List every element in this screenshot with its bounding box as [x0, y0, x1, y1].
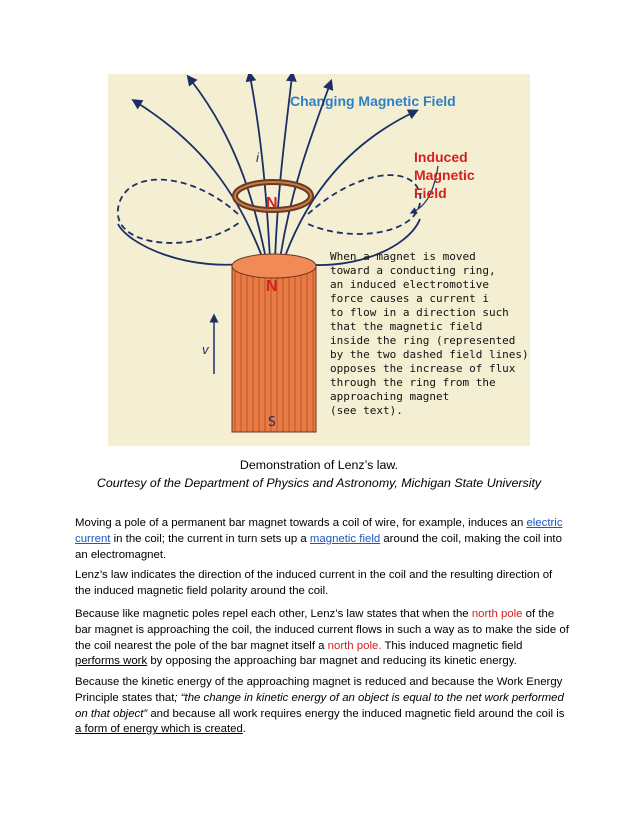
- desc-line: approaching magnet: [330, 390, 450, 403]
- work-energy-quote: ; “the change in kinetic energy of an object is equal to the net work performed on that object”: [75, 691, 564, 720]
- text: by opposing the approaching bar magnet and reducing its kinetic energy.: [147, 655, 517, 668]
- induced-label-line3: Field: [414, 185, 447, 201]
- desc-line: toward a conducting ring,: [330, 264, 496, 277]
- desc-line: (see text).: [330, 404, 403, 417]
- desc-line: When a magnet is moved: [330, 250, 476, 263]
- electric-current-link[interactable]: electric current: [75, 517, 563, 545]
- desc-line: through the ring from the: [330, 376, 496, 389]
- current-label: i: [256, 150, 259, 165]
- figure-title: Changing Magnetic Field: [290, 93, 456, 109]
- desc-line: an induced electromotive: [330, 278, 489, 291]
- text: Because like magnetic poles repel each other, Lenz’s law states that when the: [75, 608, 472, 620]
- text: around the coil, making the coil into an electromagnet.: [75, 532, 562, 561]
- induced-label-line1: Induced: [414, 149, 468, 165]
- desc-line: by the two dashed field lines): [330, 348, 529, 361]
- desc-line: that the magnetic field: [330, 320, 483, 333]
- north-pole-highlight: north pole: [471, 608, 523, 620]
- paragraph-energy: [75, 675, 570, 738]
- text: Moving a pole of a permanent bar magnet towards a coil of wire, for example, induces an: [75, 517, 527, 529]
- energy-created-underline: a form of energy which is created: [75, 723, 243, 736]
- desc-line: to flow in a direction such: [330, 306, 509, 319]
- text: Because the kinetic energy of the approaching magnet is reduced and because the Work Energy Principle states that: [75, 676, 563, 704]
- desc-line: opposes the increase of flux: [330, 362, 516, 375]
- paragraph-lenz-direction: Lenz’s law indicates the direction of the induced current in the coil and the resulting direction of the induced magnetic field polarity around the coil.: [75, 569, 553, 597]
- paragraph-intro: [75, 516, 570, 563]
- north-pole-highlight: north pole.: [327, 639, 382, 652]
- text: of the bar magnet is approaching the coil, the induced current flows in such a way as to make the side of the coil nearest the pole of the bar magnet itself a: [75, 608, 569, 652]
- text: in the coil; the current in turn sets up a: [110, 532, 310, 545]
- text: and because all work requires energy the induced magnetic field around the coil is: [147, 707, 565, 720]
- text: .: [242, 723, 246, 736]
- figure-caption: Demonstration of Lenz’s law.: [239, 458, 399, 472]
- text: This induced magnetic field: [381, 639, 523, 652]
- paragraph-poles: [75, 607, 570, 670]
- velocity-label: v: [202, 342, 209, 357]
- magnetic-field-link[interactable]: magnetic field: [309, 532, 381, 545]
- ring-north-label: N: [266, 195, 278, 212]
- bar-magnet: [232, 254, 316, 432]
- lenz-law-figure: [108, 74, 530, 446]
- induced-label-line2: Magnetic: [414, 167, 475, 183]
- magnet-north-label: N: [266, 278, 278, 295]
- magnet-south-label: S: [268, 415, 276, 430]
- desc-line: inside the ring (represented: [330, 334, 516, 347]
- figure-credit: Courtesy of the Department of Physics and Astronomy, Michigan State University: [96, 476, 542, 490]
- desc-line: force causes a current i: [330, 292, 489, 305]
- performs-work-underline: performs work: [75, 655, 148, 668]
